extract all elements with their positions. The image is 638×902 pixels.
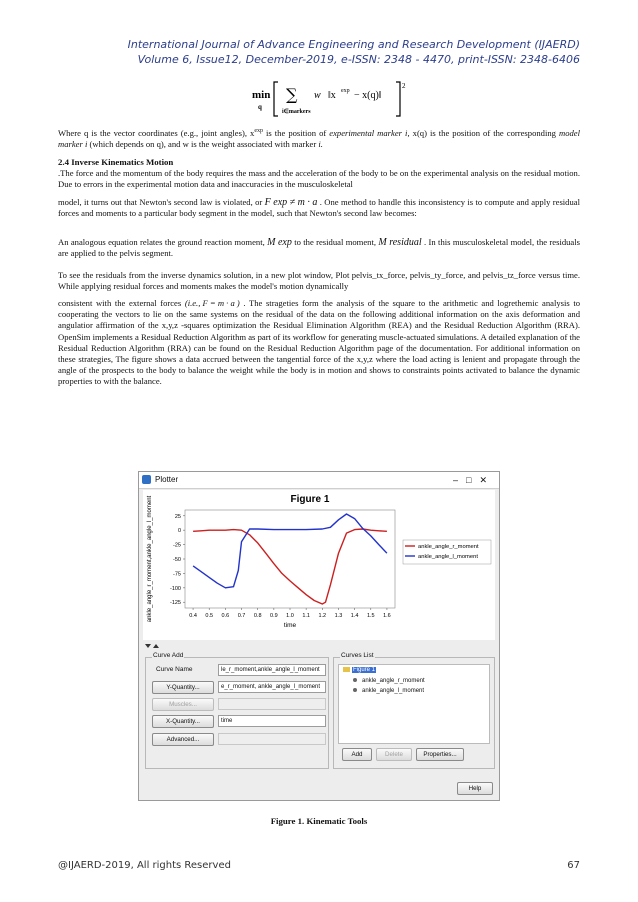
y-tick-label: 0 bbox=[177, 528, 181, 535]
formula-sum: ∑ bbox=[286, 85, 298, 104]
formula-power: 2 bbox=[402, 82, 406, 90]
delete-button[interactable]: Delete bbox=[376, 748, 412, 761]
minimize-icon[interactable]: – bbox=[453, 475, 467, 485]
paragraph-newton: model, it turns out that Newton's second law is violated, or F exp ≠ m · a . One method to handle this inconsistency is to compute and apply residual forces and moments to a particular body segment in the model, such that Newton's second law becomes: bbox=[58, 197, 580, 219]
advanced-field bbox=[218, 733, 326, 745]
paragraph-definitions: Where q is the vector coordinates (e.g., joint angles), $x^{exp}$ is the position of experimental marker i, x(q) is the position of the corresponding model marker i (which depends on q), and w is the weight associated with marker i. bbox=[58, 127, 581, 150]
formula-min-sub: q bbox=[258, 103, 262, 111]
formula-exp: exp bbox=[341, 88, 350, 94]
inline-equation-mresidual: M residual bbox=[378, 237, 422, 248]
curve-name-label: Curve Name bbox=[156, 666, 193, 673]
curve-add-title: Curve Add bbox=[153, 652, 184, 659]
inline-equation-consistency: (i.e., F = m · a ) bbox=[184, 298, 240, 308]
paragraph-moment: An analogous equation relates the ground reaction moment, M exp to the residual moment, M residual . In this musculoskeletal model, the residuals are applied to the pelvis segment. bbox=[58, 237, 580, 259]
formula-min: min bbox=[252, 89, 271, 101]
inline-equation-force: F exp ≠ m · a bbox=[264, 197, 318, 208]
curves-list-title: Curves List bbox=[341, 652, 374, 659]
copyright: @IJAERD-2019, All rights Reserved bbox=[58, 860, 231, 871]
x-tick-label: 1.2 bbox=[318, 613, 327, 619]
x-quantity-field[interactable]: time bbox=[218, 715, 326, 727]
x-tick-label: 0.7 bbox=[237, 613, 246, 619]
curve-dot-icon bbox=[353, 678, 357, 682]
folder-icon bbox=[343, 667, 350, 672]
x-tick-label: 1.0 bbox=[286, 613, 294, 619]
x-tick-label: 1.1 bbox=[302, 613, 310, 619]
formula-sum-sub: i∈markers bbox=[282, 109, 311, 115]
maximize-icon[interactable]: □ bbox=[466, 475, 480, 485]
window-title: Plotter bbox=[155, 475, 179, 484]
plotter-window bbox=[138, 471, 500, 801]
x-tick-label: 1.5 bbox=[366, 613, 375, 619]
curve-dot-icon bbox=[353, 688, 357, 692]
y-quantity-field[interactable]: e_r_moment, ankle_angle_l_moment bbox=[218, 681, 326, 693]
y-quantity-button[interactable]: Y-Quantity... bbox=[152, 681, 214, 694]
paragraph-force-momentum: .The force and the momentum of the body requires the mass and the acceleration of the body to be on the experimental analysis on the residual motion. Due to errors in the experimental motion data and inaccuracies in the musculoskeletal bbox=[58, 168, 580, 190]
legend-label-0: ankle_angle_r_moment bbox=[418, 544, 479, 550]
journal-volume: Volume 6, Issue12, December-2019, e-ISSN: 2348 - 4470, print-ISSN: 2348-6406 bbox=[137, 53, 580, 66]
curve-add-panel bbox=[145, 652, 329, 769]
curves-tree bbox=[338, 664, 490, 744]
least-squares-formula bbox=[250, 78, 450, 120]
close-icon[interactable]: ✕ bbox=[479, 475, 495, 485]
tree-item-r-moment[interactable]: ankle_angle_r_moment bbox=[353, 678, 425, 684]
journal-title: International Journal of Advance Engineering and Research Development (IJAERD) bbox=[127, 38, 580, 51]
x-tick-label: 1.4 bbox=[350, 613, 359, 619]
plotter-titlebar bbox=[139, 472, 499, 489]
curves-list-panel bbox=[333, 652, 495, 769]
tree-root[interactable]: Figure 1 bbox=[343, 667, 376, 673]
section-heading: 2.4 Inverse Kinematics Motion bbox=[58, 157, 174, 167]
chart-area bbox=[143, 490, 495, 640]
x-tick-label: 0.6 bbox=[221, 613, 230, 619]
properties-button[interactable]: Properties... bbox=[416, 748, 464, 761]
add-button[interactable]: Add bbox=[342, 748, 372, 761]
help-button[interactable]: Help bbox=[457, 782, 493, 795]
inline-equation-mexp: M exp bbox=[267, 237, 292, 248]
splitter-handle[interactable] bbox=[143, 642, 495, 650]
paragraph-residuals: To see the residuals from the inverse dynamics solution, in a new plot window, Plot pelvis_tx_force, pelvis_ty_force, and pelvis_tz_force versus time. While applying residual forces and moments makes the model's motion dynamically bbox=[58, 270, 580, 292]
y-tick-label: -25 bbox=[173, 542, 181, 549]
legend-label-1: ankle_angle_l_moment bbox=[418, 554, 478, 560]
svg-text:− x(q)‖: − x(q)‖ bbox=[354, 90, 382, 101]
page-footer bbox=[58, 860, 580, 871]
app-icon bbox=[142, 475, 151, 484]
x-axis-label: time bbox=[283, 622, 297, 629]
figure-caption: Figure 1. Kinematic Tools bbox=[270, 816, 368, 826]
y-tick-label: -75 bbox=[173, 571, 181, 578]
y-tick-label: -100 bbox=[169, 585, 181, 592]
x-tick-label: 0.9 bbox=[270, 613, 278, 619]
muscles-field bbox=[218, 698, 326, 710]
chart-title: Figure 1 bbox=[290, 494, 330, 505]
y-axis-label: ankle_angle_r_moment,ankle_angle_l_moment bbox=[147, 495, 153, 623]
formula-weight: w bbox=[314, 90, 321, 101]
x-tick-label: 0.5 bbox=[205, 613, 214, 619]
muscles-button[interactable]: Muscles... bbox=[152, 698, 214, 711]
curve-name-field[interactable]: le_r_moment,ankle_angle_l_moment bbox=[218, 664, 326, 676]
advanced-button[interactable]: Advanced... bbox=[152, 733, 214, 746]
x-quantity-button[interactable]: X-Quantity... bbox=[152, 715, 214, 728]
tree-item-l-moment[interactable]: ankle_angle_l_moment bbox=[353, 688, 424, 694]
y-tick-label: 25 bbox=[174, 513, 181, 520]
x-tick-label: 0.8 bbox=[253, 613, 262, 619]
y-tick-label: -50 bbox=[173, 557, 181, 563]
line-chart bbox=[143, 490, 495, 640]
svg-text:‖x: ‖x bbox=[328, 90, 336, 101]
y-tick-label: -125 bbox=[169, 600, 181, 607]
paragraph-strategies: consistent with the external forces (i.e., F = m · a ) . The strageties form the analysis of the square to the arithmetic and logrethemic analysis to cooperating the vectors to lie on the same systems on the residual of the data on the following additional information on the axis deformation and angulatior affirmation of the x,y,z -squares optimization the Residual Elimination Algorithm (REA) and the Residual Reduction Algorithm (RRA). OpenSim implements a Residual Reduction Algorithm as part of its workflow for generating muscle-actuated simulations. A detailed explanation of the Residual Reduction Algorithm (RRA) can be found on the Residual Reduction Algorithm page of the documentation. For additional information on these strategies, The figure shows a data accrued between the tangential force of the x,y,z where the load acting is lenient and propagate through the angle of the prospects to the body to balance the weight while the body is in motion and shows to constraints points activated to balance the dynamic properties to with the balance. bbox=[58, 298, 580, 387]
plot-frame bbox=[185, 510, 395, 608]
x-tick-label: 0.4 bbox=[189, 613, 197, 619]
x-tick-label: 1.3 bbox=[334, 613, 343, 619]
x-tick-label: 1.6 bbox=[383, 613, 391, 619]
page-number: 67 bbox=[567, 860, 580, 871]
